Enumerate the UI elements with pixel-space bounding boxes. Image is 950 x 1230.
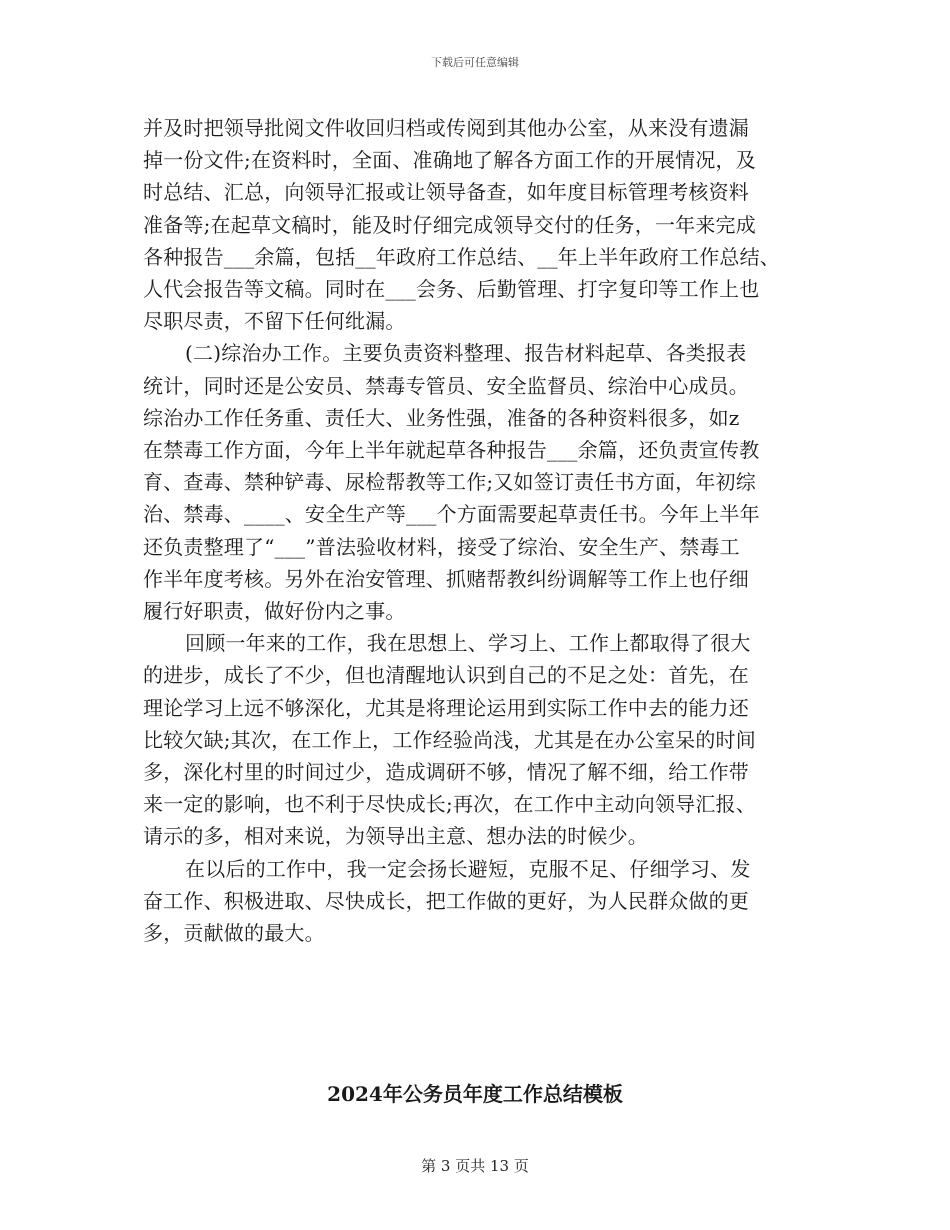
text-line: 治、禁毒、____、安全生产等___个方面需要起草责任书。今年上半年 (143, 502, 760, 527)
section-title: 2024年公务员年度工作总结模板 (327, 1082, 623, 1106)
text-line: 各种报告___余篇，包括__年政府工作总结、__年上半年政府工作总结、 (143, 244, 780, 269)
text-line: 来一定的影响，也不利于尽快成长;再次，在工作中主动向领导汇报、 (143, 792, 756, 817)
paragraph-start-line: 回顾一年来的工作，我在思想上、学习上、工作上都取得了很大 (185, 631, 751, 656)
text-line: 请示的多，相对来说，为领导出主意、想办法的时候少。 (143, 824, 648, 849)
paragraph-start-line: (二)综治办工作。主要负责资料整理、报告材料起草、各类报表 (185, 341, 747, 366)
text-line: 掉一份文件;在资料时，全面、准确地了解各方面工作的开展情况，及 (143, 148, 756, 173)
text-line: 履行好职责，做好份内之事。 (143, 599, 406, 624)
document-body (143, 112, 823, 949)
text-line: 多，深化村里的时间过少，造成调研不够，情况了解不细，给工作带 (143, 760, 749, 785)
text-line: 育、查毒、禁种铲毒、尿检帮教等工作;又如签订责任书方面，年初综 (143, 470, 756, 495)
text-line: 的进步，成长了不少，但也清醒地认识到自己的不足之处：首先，在 (143, 663, 749, 688)
text-line: 还负责整理了“___”普法验收材料，接受了综治、安全生产、禁毒工 (143, 534, 740, 559)
text-line: 在禁毒工作方面，今年上半年就起草各种报告___余篇，还负责宣传教 (143, 438, 760, 463)
text-line: 综治办工作任务重、责任大、业务性强，准备的各种资料很多，如z (143, 405, 740, 430)
text-line: 人代会报告等文稿。同时在___会务、后勤管理、打字复印等工作上也 (143, 277, 760, 302)
page-footer: 第 3 页共 13 页 (421, 1157, 529, 1175)
text-line: 比较欠缺;其次，在工作上，工作经验尚浅，尤其是在办公室呆的时间 (143, 727, 756, 752)
paragraph-start-line: 在以后的工作中，我一定会扬长避短，克服不足、仔细学习、发 (185, 856, 751, 881)
text-line: 并及时把领导批阅文件收回归档或传阅到其他办公室，从来没有遗漏 (143, 116, 749, 140)
text-line: 尽职尽责，不留下任何纰漏。 (143, 309, 406, 334)
page-header: 下载后可任意编辑 (431, 56, 519, 69)
text-line: 准备等;在起草文稿时，能及时仔细完成领导交付的任务，一年来完成 (143, 212, 756, 237)
text-line: 多，贡献做的最大。 (143, 921, 325, 946)
text-line: 作半年度考核。另外在治安管理、抓赌帮教纠纷调解等工作上也仔细 (143, 566, 749, 591)
text-line: 理论学习上远不够深化，尤其是将理论运用到实际工作中去的能力还 (143, 695, 749, 720)
text-line: 时总结、汇总，向领导汇报或让领导备查，如年度目标管理考核资料 (143, 180, 749, 205)
text-line: 统计，同时还是公安员、禁毒专管员、安全监督员、综治中心成员。 (143, 373, 749, 398)
text-line: 奋工作、积极进取、尽快成长，把工作做的更好，为人民群众做的更 (143, 888, 749, 913)
